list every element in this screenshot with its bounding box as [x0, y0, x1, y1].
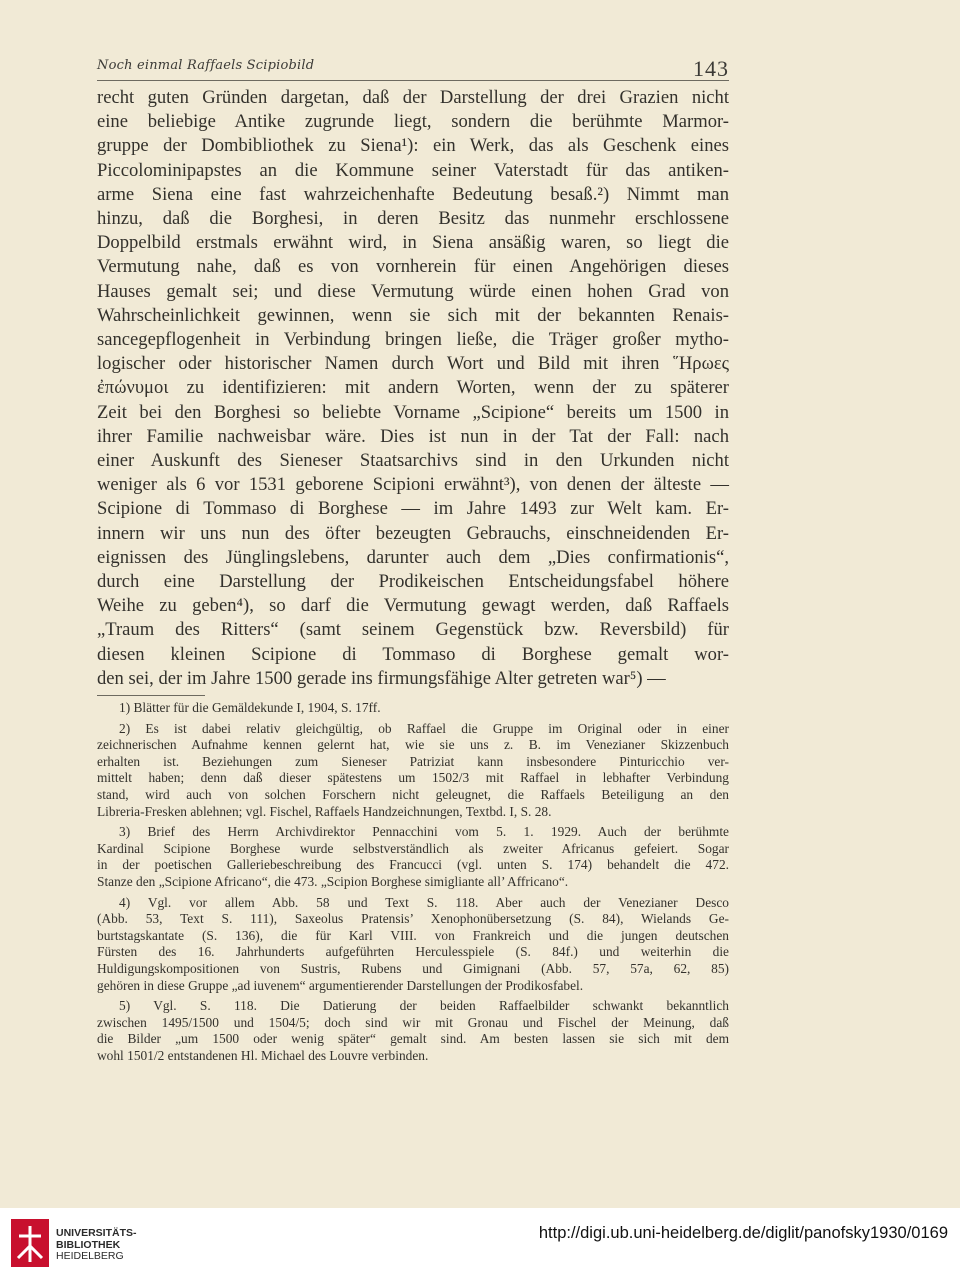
- body-text-line: logischer oder historischer Namen durch Wort und Bild mit ihren ῞Ηρωες: [97, 353, 729, 375]
- body-text-line: Doppelbild erstmals erwähnt wird, in Siena ansäßig waren, so liegt die: [97, 232, 729, 254]
- footnote-line: gehören in diese Gruppe „ad iuvenem“ argumentierender Darstellungen der Prodikosfabel.: [97, 977, 584, 993]
- body-text-line: eignissen des Jünglingslebens, darunter auch dem „Dies confirmationis“,: [97, 546, 729, 568]
- body-text-line: den sei, der im Jahre 1500 gerade ins firmungsfähige Alter getreten war⁵) —: [97, 667, 666, 689]
- footnote: [97, 700, 729, 717]
- body-text-line: ihrer Familie nachweisbar wäre. Dies ist nun in der Tat der Fall: nach: [97, 425, 729, 447]
- footnote-line: erhalten ist. Beziehungen zum Sieneser Patriziat kann insbesondere Pinturicchio ver-: [97, 753, 729, 769]
- footnote-line: burtstagskantate (S. 136), die für Karl VIII. von Frankreich und die jungen deutschen: [97, 927, 729, 943]
- body-text-line: Hauses gemalt sei; und diese Vermutung würde einen hohen Grad von: [97, 280, 729, 302]
- body-text-line: ἐπώνυμοι zu identifizieren: mit andern Worten, wenn der zu späterer: [97, 377, 729, 399]
- library-name-line-1: UNIVERSITÄTS-: [56, 1227, 137, 1239]
- body-text-line: diesen kleinen Scipione di Tommaso di Borghese gemalt wor-: [97, 643, 729, 665]
- permalink-url[interactable]: http://digi.ub.uni-heidelberg.de/diglit/panofsky1930/0169: [538, 1224, 948, 1242]
- body-text-line: gruppe der Dombibliothek zu Siena¹): ein Werk, das als Geschenk eines: [97, 135, 729, 157]
- footnote-line: die Bilder „um 1500 oder wenig später“ gemalt sind. Am besten lassen sie sich mit dem: [97, 1031, 729, 1047]
- footnote-line: Stanze den „Scipione Africano“, die 473. „Scipion Borghese simigliante all’ Affricano“.: [97, 873, 569, 889]
- running-head: [97, 56, 729, 81]
- page-number: 143: [693, 56, 729, 81]
- body-text-line: arme Siena eine fast wahrzeichenhafte Bedeutung besaß.²) Nimmt man: [97, 183, 729, 205]
- body-text-line: Vermutung nahe, daß es von vornherein für einen Angehörigen dieses: [97, 256, 729, 278]
- body-text: [97, 86, 729, 691]
- viewer-footer: [0, 1208, 960, 1283]
- body-text-line: eine beliebige Antike zugrunde liegt, sondern die berühmte Marmor-: [97, 111, 729, 133]
- body-text-line: Zeit bei den Borghesi so beliebte Vorname „Scipione“ bereits um 1500 in: [97, 401, 729, 423]
- footnote-line: Huldigungskompositionen von Sustris, Rubens und Gimignani (Abb. 57, 57a, 62, 85): [97, 960, 729, 976]
- footnote: [97, 824, 729, 890]
- footnote: [97, 998, 729, 1064]
- body-text-line: Weihe zu geben⁴), so darf die Vermutung gewagt werden, daß Raffaels: [97, 595, 729, 617]
- footnote-line: mittelt haben; denn daß dieser spätestens um 1502/3 mit Raffael in lebhafter Verbindung: [97, 770, 729, 786]
- footnote-rule: [97, 695, 205, 696]
- footnote-line: Fürsten des 16. Jahrhunderts aufgeführten Herculesspiele (S. 84f.) und weiterhin die: [97, 944, 729, 960]
- running-title: Noch einmal Raffaels Scipiobild: [97, 58, 315, 73]
- body-text-line: recht guten Gründen dargetan, daß der Darstellung der drei Grazien nicht: [97, 87, 729, 108]
- body-text-line: einer Auskunft des Sieneser Staatsarchivs sind in den Urkunden nicht: [97, 450, 729, 472]
- footnote-line: Libreria-Fresken ablehnen; vgl. Fischel, Raffaels Handzeichnungen, Textbd. I, S. 28.: [97, 803, 552, 819]
- footnote-line: (Abb. 53, Text S. 111), Saxeolus Pratensis’ Xenophonübersetzung (S. 84), Wielands Ge-: [97, 911, 729, 927]
- library-name-line-3: HEIDELBERG: [56, 1250, 124, 1262]
- footnote-line: zwischen 1495/1500 und 1504/5; doch sind wir mit Gronau und Fischel der Meinung, daß: [97, 1014, 729, 1030]
- footnote-line: 1) Blätter für die Gemäldekunde I, 1904, S. 17ff.: [119, 700, 381, 715]
- footnote-line: Kardinal Scipione Borghese wurde selbstverständlich als zweiter Africanus gefeiert. Sogar: [97, 840, 729, 856]
- footnotes: [97, 700, 729, 1064]
- body-text-line: weniger als 6 vor 1531 geborene Scipioni erwähnt³), von denen der älteste —: [97, 474, 729, 496]
- body-text-line: „Traum des Ritters“ (samt seinem Gegenstück bzw. Reversbild) für: [97, 619, 729, 641]
- footnote: [97, 895, 729, 995]
- body-text-line: Piccolominipapstes an die Kommune seiner Vaterstadt für das antiken-: [97, 159, 729, 181]
- body-text-line: durch eine Darstellung der Prodikeischen Entscheidungsfabel höhere: [97, 571, 729, 593]
- footnote: [97, 721, 729, 821]
- library-name: [56, 1228, 137, 1263]
- body-text-line: Scipione di Tommaso di Borghese — im Jahre 1493 zur Welt kam. Er-: [97, 498, 729, 520]
- body-text-line: innern wir uns nun des öfter bezeugten Gebrauchs, einschneidenden Er-: [97, 522, 729, 544]
- footnote-line: wohl 1501/2 entstandenen Hl. Michael des Louvre verbinden.: [97, 1047, 429, 1063]
- footnote-line: 2) Es ist dabei relativ gleichgültig, ob Raffael die Gruppe im Original oder in einer: [119, 720, 729, 736]
- body-text-line: Wahrscheinlichkeit gewinnen, wenn sie sich mit der bekannten Renais-: [97, 304, 729, 326]
- footnote-line: 3) Brief des Herrn Archivdirektor Pennacchini vom 5. 1. 1929. Auch der berühmte: [119, 824, 729, 840]
- library-name-line-2: BIBLIOTHEK: [56, 1238, 121, 1251]
- university-library-logo-icon: [10, 1218, 50, 1268]
- body-text-line: hinzu, daß die Borghesi, in deren Besitz das nunmehr erschlossene: [97, 208, 729, 230]
- footnote-line: zeichnerischen Aufnahme kennen gelernt hat, wie sie uns z. B. im Venezianer Skizzenbuch: [97, 737, 729, 753]
- footnote-line: stand, wird auch von solchen Forschern nicht geleugnet, die Raffaels Beteiligung an den: [97, 786, 729, 802]
- footnote-line: in der poetischen Galleriebeschreibung des Francucci (vgl. unten S. 174) behandelt die 472.: [97, 857, 729, 873]
- body-text-line: sancegepflogenheit in Verbindung bringen ließe, die Träger großer mytho-: [97, 329, 729, 351]
- footnote-line: 5) Vgl. S. 118. Die Datierung der beiden Raffaelbilder schwankt bekanntlich: [119, 998, 729, 1014]
- footnote-line: 4) Vgl. vor allem Abb. 58 und Text S. 118. Aber auch der Venezianer Desco: [119, 894, 729, 910]
